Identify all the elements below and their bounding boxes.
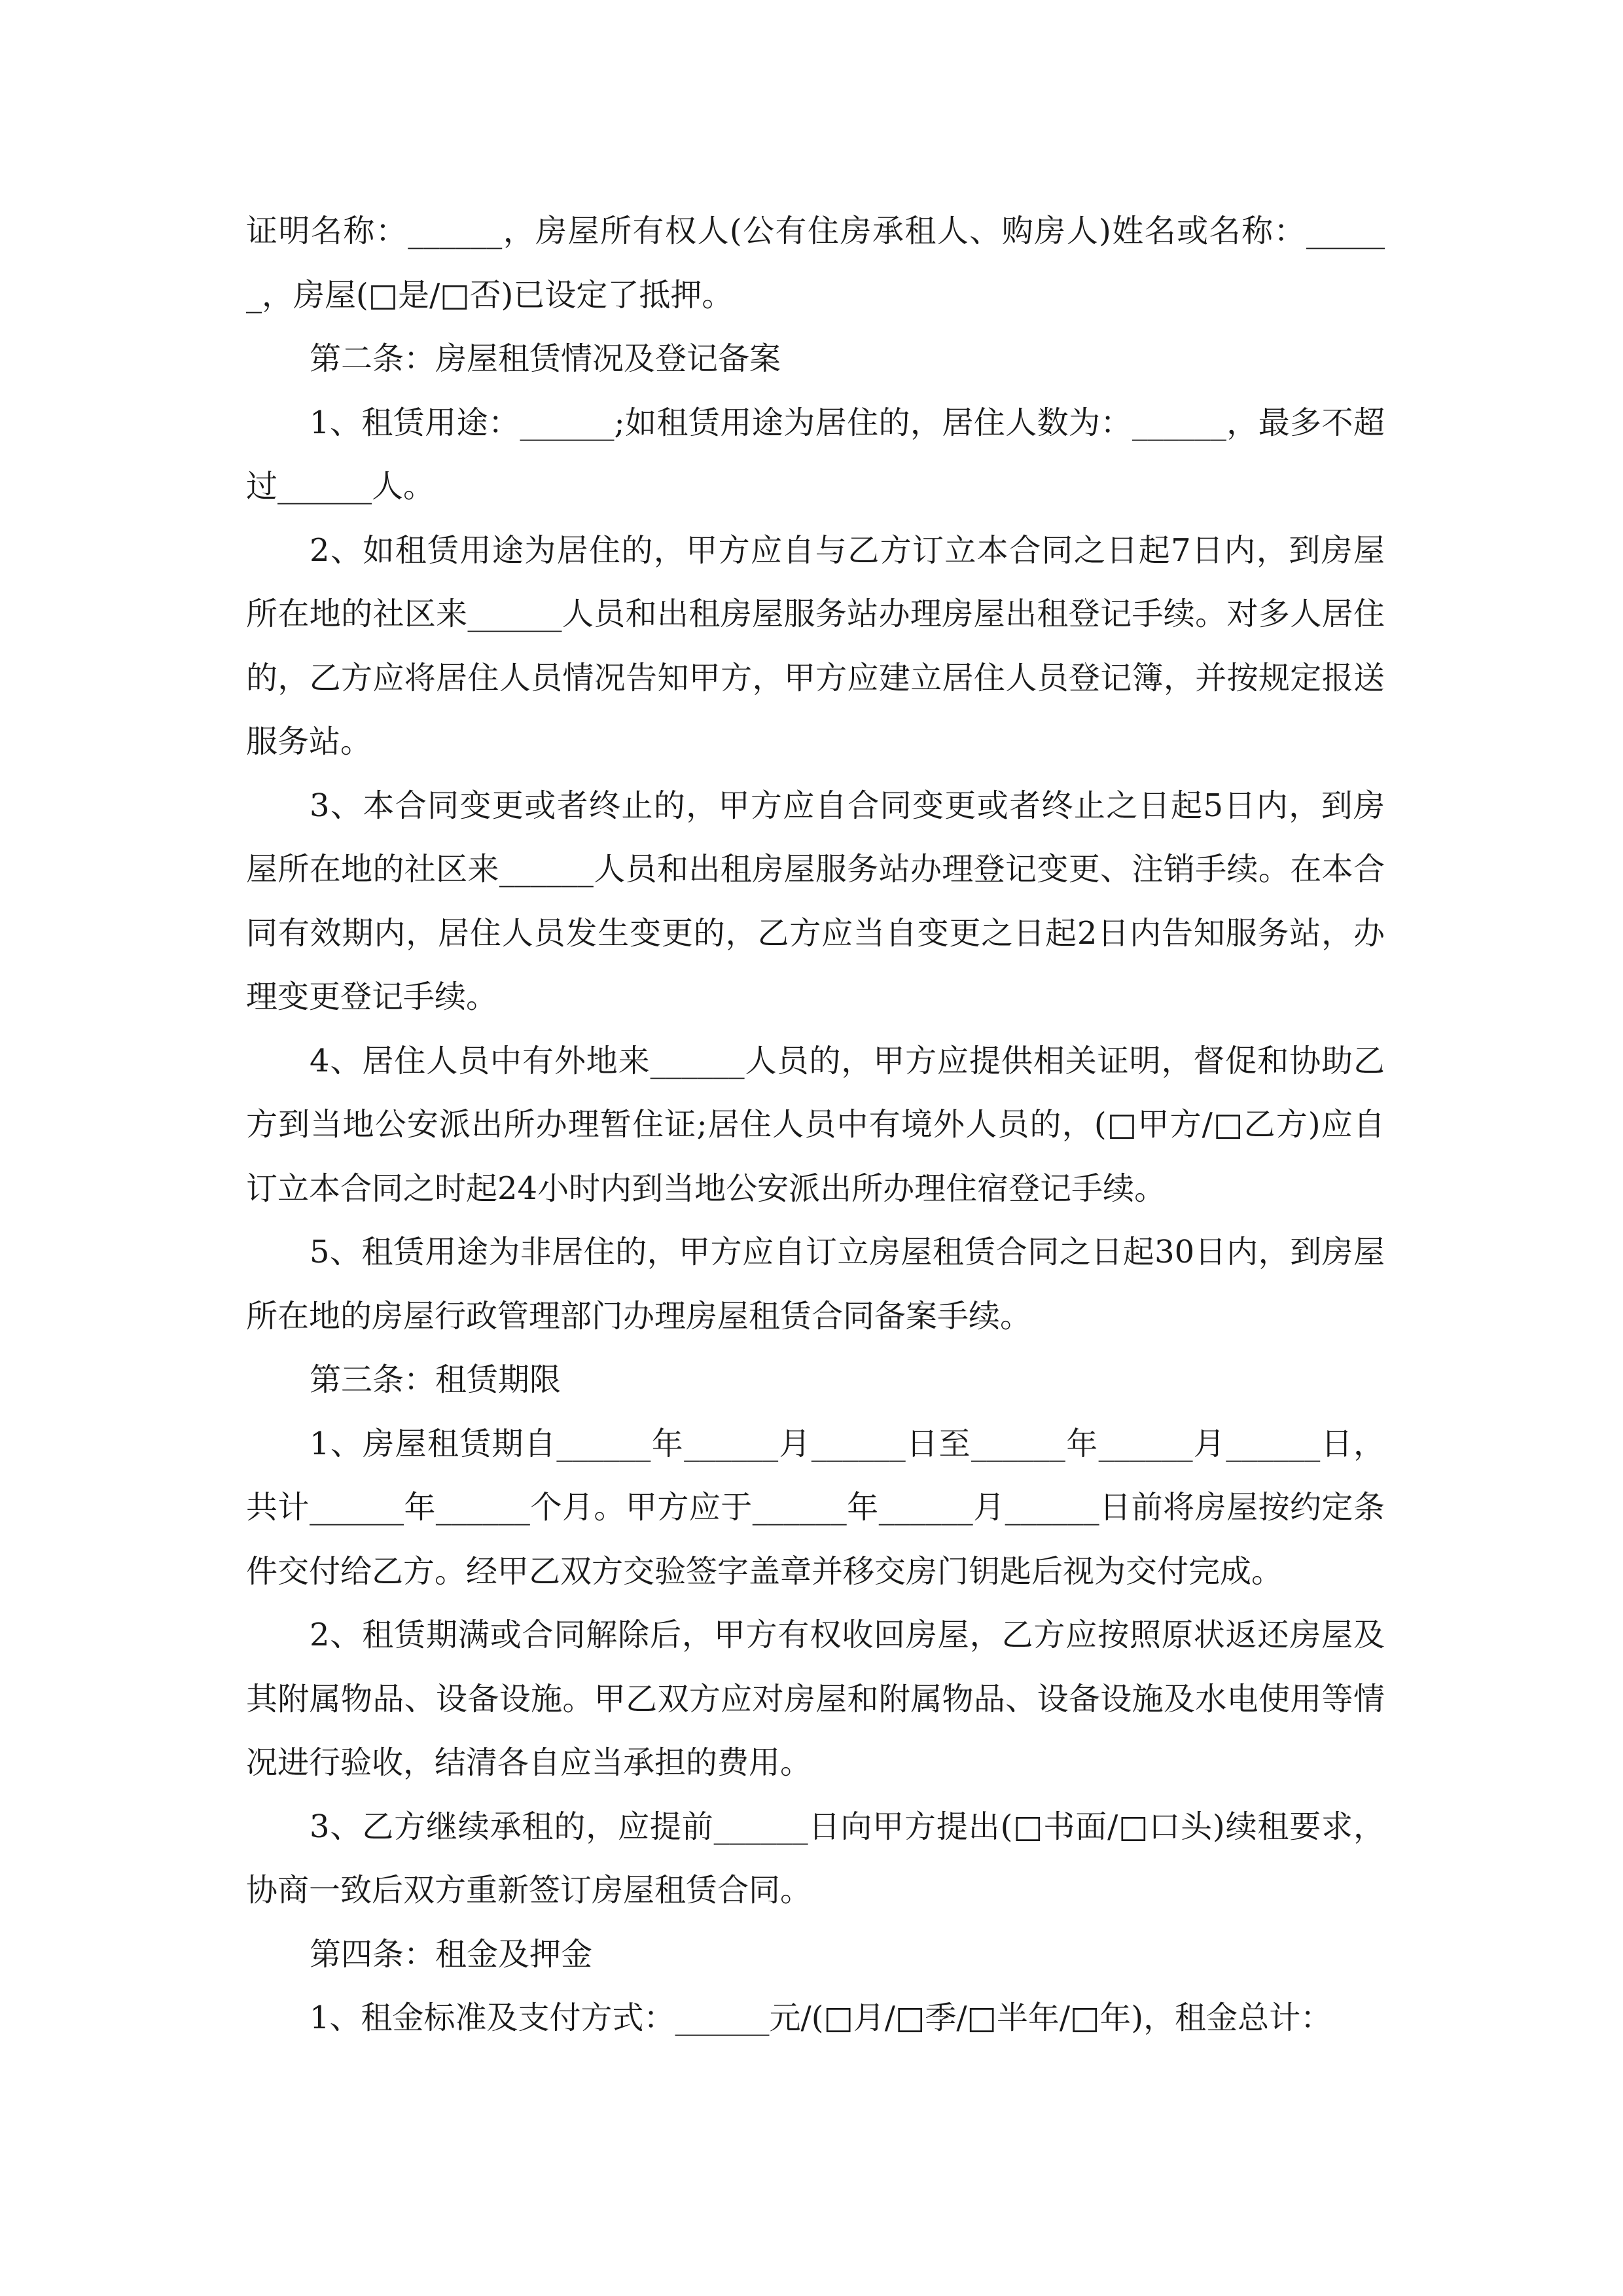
paragraph-2-2-residential-registration: 2、如租赁用途为居住的，甲方应自与乙方订立本合同之日起7日内，到房屋所在地的社区来______人员和出租房屋服务站办理房屋出租登记手续。对多人居住的，乙方应将居住人员情况告知甲方，甲方应建立居住人员登记簿，并按规定报送服务站。 [246, 531, 1385, 760]
paragraph-property-certificate: 证明名称：______，房屋所有权人(公有住房承租人、购房人)姓名或名称：______，房屋(□是/□否)已设定了抵押。 [246, 213, 1385, 314]
heading-article-3: 第三条：租赁期限 [310, 1361, 562, 1398]
paragraph-3-3-renewal: 3、乙方继续承租的，应提前______日向甲方提出(□书面/□口头)续租要求，协商一致后双方重新签订房屋租赁合同。 [246, 1808, 1385, 1909]
heading-article-4: 第四条：租金及押金 [310, 1935, 593, 1973]
paragraph-2-3-change-registration: 3、本合同变更或者终止的，甲方应自合同变更或者终止之日起5日内，到房屋所在地的社区来______人员和出租房屋服务站办理登记变更、注销手续。在本合同有效期内，居住人员发生变更的，乙方应当自变更之日起2日内告知服务站，办理变更登记手续。 [246, 787, 1385, 1015]
paragraph-2-5-nonresidential-filing: 5、租赁用途为非居住的，甲方应自订立房屋租赁合同之日起30日内，到房屋所在地的房屋行政管理部门办理房屋租赁合同备案手续。 [246, 1234, 1385, 1335]
paragraph-3-1-lease-term: 1、房屋租赁期自______年______月______日至______年______月______日，共计______年______个月。甲方应于______年______月______日前将房屋按约定条件交付给乙方。经甲乙双方交验签字盖章并移交房门钥匙后视为交付完成。 [246, 1425, 1385, 1590]
paragraph-4-1-rent-standard: 1、租金标准及支付方式：______元/(□月/□季/□半年/□年)，租金总计： [310, 2000, 1332, 2036]
heading-article-2: 第二条：房屋租赁情况及登记备案 [310, 340, 781, 377]
paragraph-2-4-nonlocal-residents: 4、居住人员中有外地来______人员的，甲方应提供相关证明，督促和协助乙方到当地公安派出所办理暂住证;居住人员中有境外人员的，(□甲方/□乙方)应自订立本合同之时起24小时内到当地公安派出所办理住宿登记手续。 [246, 1042, 1385, 1207]
paragraph-2-1-lease-purpose: 1、租赁用途：______;如租赁用途为居住的，居住人数为：______，最多不超过______人。 [246, 404, 1385, 505]
paragraph-3-2-lease-end: 2、租赁期满或合同解除后，甲方有权收回房屋，乙方应按照原状返还房屋及其附属物品、设备设施。甲乙双方应对房屋和附属物品、设备设施及水电使用等情况进行验收，结清各自应当承担的费用。 [246, 1617, 1385, 1781]
contract-body [246, 200, 1385, 2051]
